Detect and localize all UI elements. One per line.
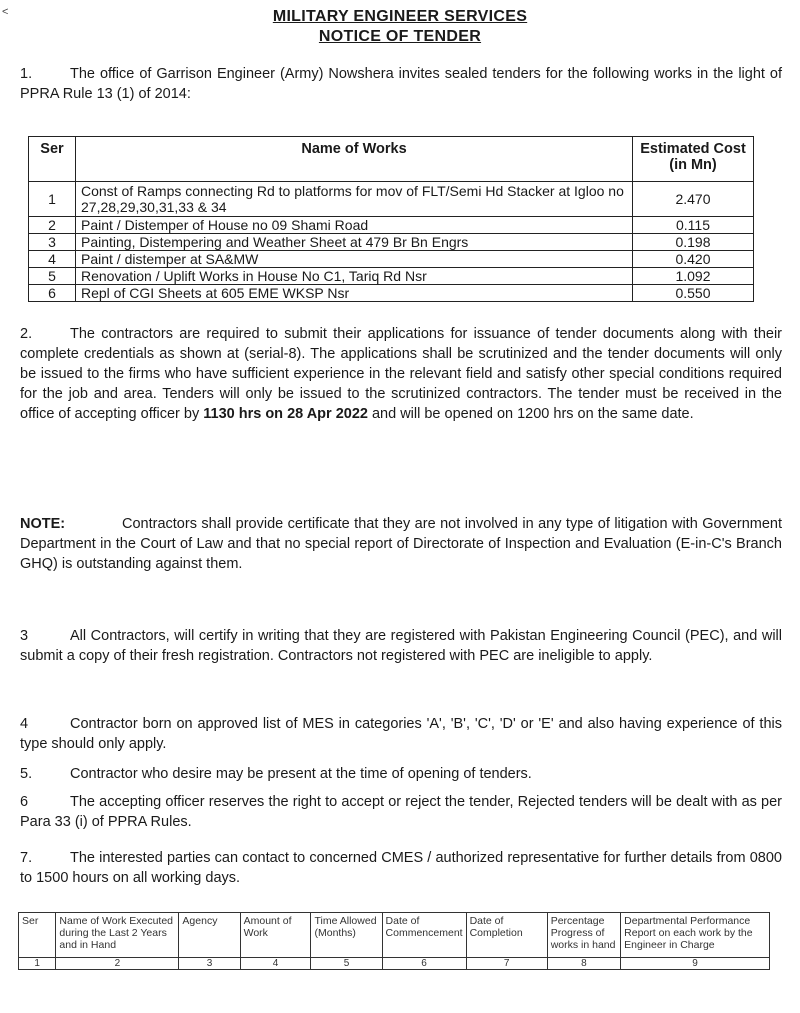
form-index-cell: 8 — [547, 958, 620, 970]
scan-corner-mark: < — [2, 6, 9, 18]
row-work-name: Const of Ramps connecting Rd to platforms for mov of FLT/Semi Hd Stacker at Igloo no 27,28,29,30,31,33 & 34 — [76, 182, 633, 217]
form-index-cell: 5 — [311, 958, 382, 970]
paragraph-text: The office of Garrison Engineer (Army) Nowshera invites sealed tenders for the following works in the light of PPRA Rule 13 (1) of 2014: — [20, 66, 782, 102]
paragraph-number: 1. — [20, 66, 33, 82]
cost-header: Estimated Cost (in Mn) — [633, 137, 754, 182]
name-header: Name of Works — [76, 137, 633, 182]
row-work-name: Renovation / Uplift Works in House No C1, Tariq Rd Nsr — [76, 268, 633, 285]
paragraph-4 — [20, 714, 782, 754]
paragraph-text: Contractor born on approved list of MES in categories 'A', 'B', 'C', 'D' or 'E' and also having experience of this type should only apply. — [20, 716, 782, 752]
paragraph-3 — [20, 626, 782, 666]
ser-header: Ser — [29, 137, 76, 182]
form-header-cell: Ser — [19, 913, 56, 958]
row-work-name: Paint / distemper at SA&MW — [76, 251, 633, 268]
credentials-form-table — [18, 912, 770, 970]
row-work-name: Repl of CGI Sheets at 605 EME WKSP Nsr — [76, 285, 633, 302]
form-header-cell: Percentage Progress of works in hand — [547, 913, 620, 958]
paragraph-text: The accepting officer reserves the right to accept or reject the tender, Rejected tenders will be dealt with as per Para 33 (i) of PPRA Rules. — [20, 794, 782, 830]
row-ser: 2 — [29, 217, 76, 234]
table-row — [29, 234, 754, 251]
paragraph-text: Contractor who desire may be present at the time of opening of tenders. — [70, 766, 532, 782]
row-work-name: Painting, Distempering and Weather Sheet at 479 Br Bn Engrs — [76, 234, 633, 251]
form-index-cell: 1 — [19, 958, 56, 970]
form-index-cell: 3 — [179, 958, 240, 970]
form-index-cell: 2 — [56, 958, 179, 970]
paragraph-number: 3 — [20, 628, 29, 644]
form-header-cell: Name of Work Executed during the Last 2 Years and in Hand — [56, 913, 179, 958]
form-index-cell: 4 — [240, 958, 311, 970]
works-table-header — [29, 137, 754, 182]
paragraph-7 — [20, 848, 782, 888]
paragraph-5 — [20, 764, 782, 784]
paragraph-number: 5. — [20, 766, 33, 782]
form-header-cell: Date of Commencement — [382, 913, 466, 958]
submission-deadline: 1130 hrs on 28 Apr 2022 — [203, 406, 368, 422]
table-row — [29, 285, 754, 302]
paragraph-text: All Contractors, will certify in writing that they are registered with Pakistan Engineering Council (PEC), and will submit a copy of their fresh registration. Contractors not registered with PEC are ineligible to apply. — [20, 628, 782, 664]
table-row — [29, 251, 754, 268]
form-header-row — [19, 913, 770, 958]
paragraph-6 — [20, 792, 782, 832]
row-cost: 2.470 — [633, 182, 754, 217]
form-header-cell: Departmental Performance Report on each work by the Engineer in Charge — [621, 913, 770, 958]
table-row — [29, 268, 754, 285]
paragraph-text: The contractors are required to submit their applications for issuance of tender documents along with their complete credentials as shown at (serial-8). The applications shall be scrutinized and the tender documents will only be issued to the firms who have sufficient experience in the relevant field and satisfy other special conditions required for the job and area. Tenders will only be issued to the scrutinized contractors. The tender must be received in the office of accepting officer by — [20, 326, 782, 422]
row-ser: 4 — [29, 251, 76, 268]
row-ser: 3 — [29, 234, 76, 251]
form-header-cell: Time Allowed (Months) — [311, 913, 382, 958]
paragraph-number: 7. — [20, 850, 33, 866]
paragraph-number: 4 — [20, 716, 29, 732]
form-header-cell: Date of Completion — [466, 913, 547, 958]
note-paragraph — [20, 514, 782, 574]
page-title: MILITARY ENGINEER SERVICES — [272, 8, 528, 25]
table-row — [29, 182, 754, 217]
row-cost: 0.550 — [633, 285, 754, 302]
paragraph-1 — [20, 64, 782, 104]
paragraph-2 — [20, 324, 782, 424]
row-ser: 6 — [29, 285, 76, 302]
row-cost: 0.115 — [633, 217, 754, 234]
note-text: Contractors shall provide certificate that they are not involved in any type of litigation with Government Department in the Court of Law and that no special report of Directorate of Inspection and Evaluation (E-in-C's Branch GHQ) is outstanding against them. — [20, 516, 782, 572]
row-ser: 5 — [29, 268, 76, 285]
form-index-cell: 6 — [382, 958, 466, 970]
row-cost: 1.092 — [633, 268, 754, 285]
row-cost: 0.198 — [633, 234, 754, 251]
paragraph-number: 6 — [20, 794, 29, 810]
page-subtitle: NOTICE OF TENDER — [318, 28, 482, 45]
note-label: NOTE: — [20, 516, 66, 532]
form-index-cell: 7 — [466, 958, 547, 970]
paragraph-text: The interested parties can contact to concerned CMES / authorized representative for further details from 0800 to 1500 hours on all working days. — [20, 850, 782, 886]
table-row — [29, 217, 754, 234]
form-header-cell: Agency — [179, 913, 240, 958]
works-table — [28, 136, 754, 302]
form-header-cell: Amount of Work — [240, 913, 311, 958]
form-index-row — [19, 958, 770, 970]
row-cost: 0.420 — [633, 251, 754, 268]
paragraph-text-continued: and will be opened on 1200 hrs on the same date. — [371, 406, 694, 422]
row-work-name: Paint / Distemper of House no 09 Shami Road — [76, 217, 633, 234]
form-index-cell: 9 — [621, 958, 770, 970]
paragraph-number: 2. — [20, 326, 33, 342]
row-ser: 1 — [29, 182, 76, 217]
